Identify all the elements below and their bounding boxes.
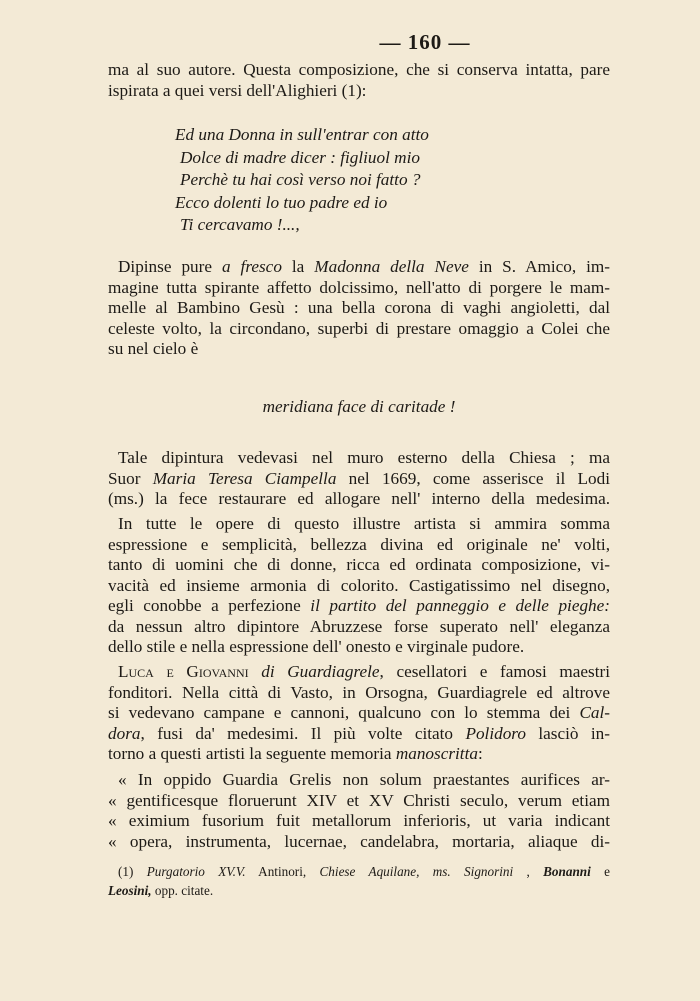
text-line: egli conobbe a perfezione il partito del panneggio e delle pieghe: xyxy=(108,596,610,615)
footnote xyxy=(108,862,610,900)
text-line: « In oppido Guardia Grelis non solum praestantes aurifices ar- xyxy=(118,770,610,789)
verse-line: Perchè tu hai così verso noi fatto ? xyxy=(180,170,421,189)
paragraph-madonna xyxy=(108,257,610,360)
paragraph-dipintura xyxy=(108,448,610,510)
verse-line: Dolce di madre dicer : figliuol mio xyxy=(180,147,420,167)
text-line: « opera, instrumenta, lucernae, candelabra, mortaria, aliaque di- xyxy=(108,831,610,851)
text-line: melle al Bambino Gesù : una bella corona di vaghi angioletti, dal xyxy=(108,298,610,317)
text-line: fonditori. Nella città di Vasto, in Orsogna, Guardiagrele ed altrove xyxy=(108,682,610,702)
verse-line: Ed una Donna in sull'entrar con atto xyxy=(175,125,429,144)
text-line: In tutte le opere di questo illustre artista si ammira somma xyxy=(118,514,610,533)
verse-line: Ti cercavamo !..., xyxy=(180,215,300,234)
paragraph-opere xyxy=(108,514,610,658)
text-line: ma al suo autore. Questa composizione, che si conserva intatta, pare xyxy=(108,60,610,79)
text-line: Tale dipintura vedevasi nel muro esterno della Chiesa ; ma xyxy=(118,448,610,467)
text-line: torno a questi artisti la seguente memoria manoscritta: xyxy=(108,744,483,763)
paragraph-luca-giovanni xyxy=(108,662,610,765)
footnote-line: Leosini, opp. citate. xyxy=(108,883,214,898)
text-line: Suor Maria Teresa Ciampella nel 1669, come asserisce il Lodi xyxy=(108,468,610,488)
text-line: « gentificesque floruerunt XIV et XV Christi seculo, verum etiam xyxy=(108,790,610,810)
verse-line: Ecco dolenti lo tuo padre ed io xyxy=(175,192,388,212)
text-line: tanto di uomini che di donne, ricca ed ordinata composizione, vi- xyxy=(108,555,610,574)
text-line: espressione e semplicità, bellezza divina ed originale ne' volti, xyxy=(108,534,610,554)
text-line: su nel cielo è xyxy=(108,339,199,358)
centered-quote: meridiana face di caritade ! xyxy=(262,397,456,416)
text-line: (ms.) la fece restaurare ed allogare nell' interno della medesima. xyxy=(108,489,610,508)
text-line: « eximium fusorium fuit metallorum inferioris, ut varia indicant xyxy=(108,811,610,830)
text-line: dora, fusi da' medesimi. Il più volte citato Polidoro lasciò in- xyxy=(108,723,610,743)
text-line: celeste volto, la circondano, superbi di prestare omaggio a Colei che xyxy=(108,318,610,338)
text-line: magine tutta spirante affetto dolcissimo, nell'atto di porgere le mam- xyxy=(108,277,610,297)
text-line: ispirata a quei versi dell'Alighieri (1): xyxy=(108,80,367,100)
text-line: si vedevano campane e cannoni, qualcuno con lo stemma dei Cal- xyxy=(108,703,610,722)
latin-quote xyxy=(108,770,610,852)
intro-paragraph xyxy=(108,60,610,101)
verse-quote xyxy=(175,124,429,237)
text-line: vacità ed insieme armonia di colorito. Castigatissimo nel disegno, xyxy=(108,575,610,595)
text-line: Luca e Giovanni di Guardiagrele, cesellatori e famosi maestri xyxy=(118,662,610,681)
text-line: dello stile e nella espressione dell' onesto e virginale pudore. xyxy=(108,637,525,656)
page-number: — 160 — xyxy=(379,30,471,54)
text-line: da nessun altro dipintore Abruzzese forse superato nell' eleganza xyxy=(108,616,610,636)
footnote-line: (1) Purgatorio XV.V. Antinori, Chiese Aquilane, ms. Signorini , Bonanni e xyxy=(118,864,610,879)
text-line: Dipinse pure a fresco la Madonna della Neve in S. Amico, im- xyxy=(118,257,610,276)
